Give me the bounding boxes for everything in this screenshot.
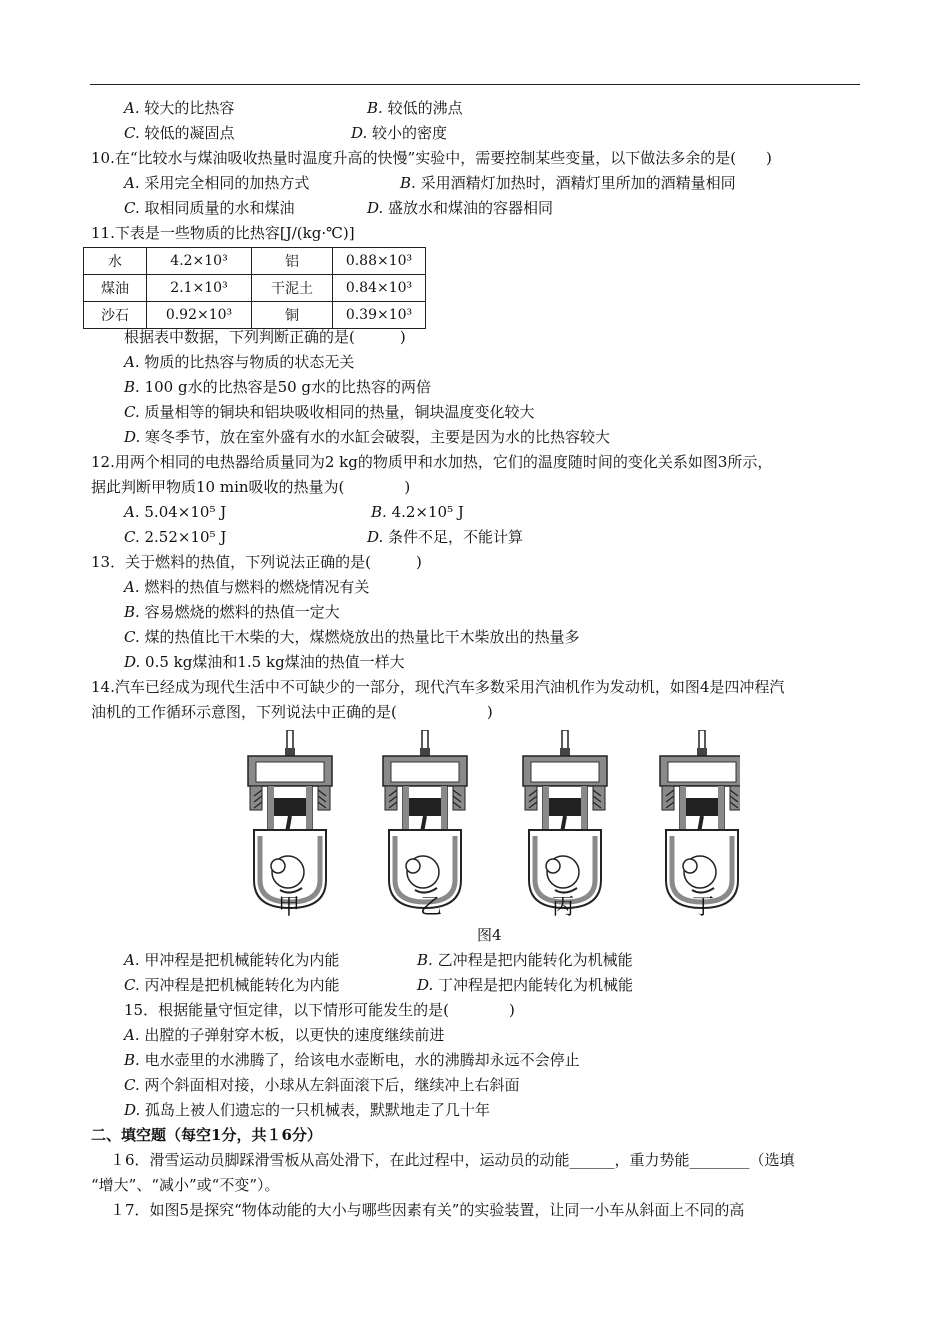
q11-sub: 根据表中数据，下列判断正确的是( )	[124, 328, 406, 346]
q17-line1: １7．如图5是探究“物体动能的大小与哪些因素有关”的实验装置，让同一小车从斜面上不同的高	[110, 1201, 745, 1219]
q15-option-c	[124, 1075, 520, 1095]
table-cell: 4.2×10³	[147, 248, 252, 275]
q10-option-d	[367, 198, 553, 218]
option-text: 甲冲程是把机械能转化为内能	[144, 951, 340, 969]
option-text: 较低的沸点	[387, 99, 463, 117]
engine-label-yi: 乙	[420, 895, 443, 920]
option-letter: A.	[124, 174, 140, 192]
option-text: 乙冲程是把内能转化为机械能	[437, 951, 633, 969]
q15-stem: 15．根据能量守恒定律，以下情形可能发生的是( )	[124, 1001, 515, 1019]
q13-option-b	[124, 602, 340, 622]
option-text: 100 g水的比热容是50 g水的比热容的两倍	[144, 378, 432, 396]
q12-option-c	[124, 527, 226, 547]
option-letter: C.	[124, 124, 140, 142]
option-letter: D.	[417, 976, 434, 994]
header-rule	[90, 84, 860, 85]
q9-option-b	[367, 98, 463, 118]
option-text: 燃料的热值与燃料的燃烧情况有关	[144, 578, 370, 596]
option-letter: A.	[124, 353, 140, 371]
table-cell: 0.92×10³	[147, 302, 252, 329]
option-letter: D.	[124, 1101, 141, 1119]
q9-option-a	[124, 98, 234, 118]
q9-option-c	[124, 123, 235, 143]
option-text: 采用酒精灯加热时，酒精灯里所加的酒精量相同	[420, 174, 736, 192]
option-text: 丁冲程是把内能转化为机械能	[438, 976, 634, 994]
table-cell: 沙石	[84, 302, 147, 329]
option-text: 孤岛上被人们遗忘的一只机械表，默默地走了几十年	[145, 1101, 491, 1119]
option-letter: B.	[417, 951, 433, 969]
q11-stem: 11.下表是一些物质的比热容[J/(kg·℃)]	[91, 224, 355, 242]
table-cell: 水	[84, 248, 147, 275]
engine-label-jia: 甲	[278, 895, 301, 920]
engine-yi	[383, 730, 467, 908]
q10-option-b	[400, 173, 736, 193]
table-row	[84, 248, 426, 275]
option-letter: B.	[124, 603, 140, 621]
option-letter: C.	[124, 628, 140, 646]
engine-jia	[248, 730, 332, 908]
option-letter: C.	[124, 403, 140, 421]
q15-option-d	[124, 1100, 490, 1120]
option-letter: B.	[400, 174, 416, 192]
option-letter: D.	[367, 199, 384, 217]
option-text: 出膛的子弹射穿木板，以更快的速度继续前进	[144, 1026, 445, 1044]
option-text: 0.5 kg煤油和1.5 kg煤油的热值一样大	[145, 653, 405, 671]
option-letter: A.	[124, 503, 140, 521]
option-text: 较大的比热容	[144, 99, 235, 117]
option-text: 质量相等的铜块和铝块吸收相同的热量，铜块温度变化较大	[144, 403, 535, 421]
engine-label-bing: 丙	[552, 895, 575, 920]
table-cell: 煤油	[84, 275, 147, 302]
q12-option-b	[371, 502, 464, 522]
q13-option-a	[124, 577, 369, 597]
option-text: 两个斜面相对接，小球从左斜面滚下后，继续冲上右斜面	[144, 1076, 520, 1094]
q13-stem: 13．关于燃料的热值，下列说法正确的是( )	[91, 553, 422, 571]
option-letter: B.	[124, 1051, 140, 1069]
q14-stem-line1: 14.汽车已经成为现代生活中不可缺少的一部分，现代汽车多数采用汽油机作为发动机，如图4是四冲程汽	[91, 678, 785, 696]
q12-option-d	[367, 527, 523, 547]
table-row	[84, 302, 426, 329]
option-text: 取相同质量的水和煤油	[144, 199, 295, 217]
option-letter: C.	[124, 976, 140, 994]
engine-label-ding: 丁	[692, 895, 715, 920]
four-stroke-engine-figure	[240, 730, 740, 920]
q15-option-a	[124, 1025, 444, 1045]
figure-caption: 图4	[477, 926, 502, 944]
option-text: 4.2×10⁵ J	[391, 503, 464, 521]
q16-line2: “增大”、“减小”或“不变”）。	[91, 1176, 280, 1194]
option-letter: C.	[124, 528, 140, 546]
table-cell: 干泥土	[252, 275, 333, 302]
option-letter: A.	[124, 951, 140, 969]
engine-bing	[523, 730, 607, 908]
q11-option-c	[124, 402, 535, 422]
q14-stem-line2: 油机的工作循环示意图，下列说法中正确的是( )	[91, 703, 493, 721]
option-text: 寒冬季节，放在室外盛有水的水缸会破裂，主要是因为水的比热容较大	[145, 428, 611, 446]
option-text: 物质的比热容与物质的状态无关	[144, 353, 355, 371]
q13-option-d	[124, 652, 405, 672]
q11-option-d	[124, 427, 610, 447]
option-letter: D.	[367, 528, 384, 546]
option-letter: A.	[124, 1026, 140, 1044]
q16-line1: １6．滑雪运动员脚踩滑雪板从高处滑下，在此过程中，运动员的动能______，重力势能________（选填	[110, 1151, 795, 1169]
q10-stem: 10.在“比较水与煤油吸收热量时温度升高的快慢”实验中，需要控制某些变量，以下做法多余的是( )	[91, 149, 772, 167]
q14-option-a	[124, 950, 339, 970]
table-cell: 0.84×10³	[333, 275, 426, 302]
engine-ding	[660, 730, 740, 908]
q11-option-b	[124, 377, 431, 397]
table-cell: 铜	[252, 302, 333, 329]
table-cell: 0.88×10³	[333, 248, 426, 275]
section-heading: 二、填空题（每空1分，共１6分）	[91, 1126, 322, 1144]
table-cell: 铝	[252, 248, 333, 275]
q15-option-b	[124, 1050, 580, 1070]
option-letter: D.	[124, 428, 141, 446]
q14-option-c	[124, 975, 340, 995]
option-letter: B.	[371, 503, 387, 521]
table-cell: 2.1×10³	[147, 275, 252, 302]
table-cell: 0.39×10³	[333, 302, 426, 329]
option-text: 盛放水和煤油的容器相同	[388, 199, 554, 217]
option-text: 电水壶里的水沸腾了，给该电水壶断电，水的沸腾却永远不会停止	[144, 1051, 580, 1069]
option-text: 条件不足，不能计算	[388, 528, 524, 546]
q11-option-a	[124, 352, 354, 372]
q10-option-a	[124, 173, 309, 193]
table-row	[84, 275, 426, 302]
option-text: 容易燃烧的燃料的热值一定大	[144, 603, 340, 621]
option-text: 较小的密度	[372, 124, 448, 142]
option-text: 较低的凝固点	[144, 124, 235, 142]
option-text: 2.52×10⁵ J	[144, 528, 227, 546]
option-text: 5.04×10⁵ J	[144, 503, 227, 521]
specific-heat-table	[83, 247, 426, 329]
option-letter: C.	[124, 199, 140, 217]
q13-option-c	[124, 627, 580, 647]
option-letter: A.	[124, 99, 140, 117]
q12-option-a	[124, 502, 226, 522]
q9-option-d	[351, 123, 447, 143]
q12-stem-line1: 12.用两个相同的电热器给质量同为2 kg的物质甲和水加热，它们的温度随时间的变化关系如图3所示，	[91, 453, 773, 471]
option-letter: A.	[124, 578, 140, 596]
option-text: 煤的热值比干木柴的大，煤燃烧放出的热量比干木柴放出的热量多	[144, 628, 580, 646]
option-text: 丙冲程是把机械能转化为内能	[144, 976, 340, 994]
q12-stem-line2: 据此判断甲物质10 min吸收的热量为( )	[91, 478, 411, 496]
option-letter: D.	[351, 124, 368, 142]
q14-option-b	[417, 950, 633, 970]
q14-option-d	[417, 975, 633, 995]
option-letter: C.	[124, 1076, 140, 1094]
option-letter: B.	[124, 378, 140, 396]
option-letter: D.	[124, 653, 141, 671]
option-text: 采用完全相同的加热方式	[144, 174, 310, 192]
option-letter: B.	[367, 99, 383, 117]
q10-option-c	[124, 198, 295, 218]
